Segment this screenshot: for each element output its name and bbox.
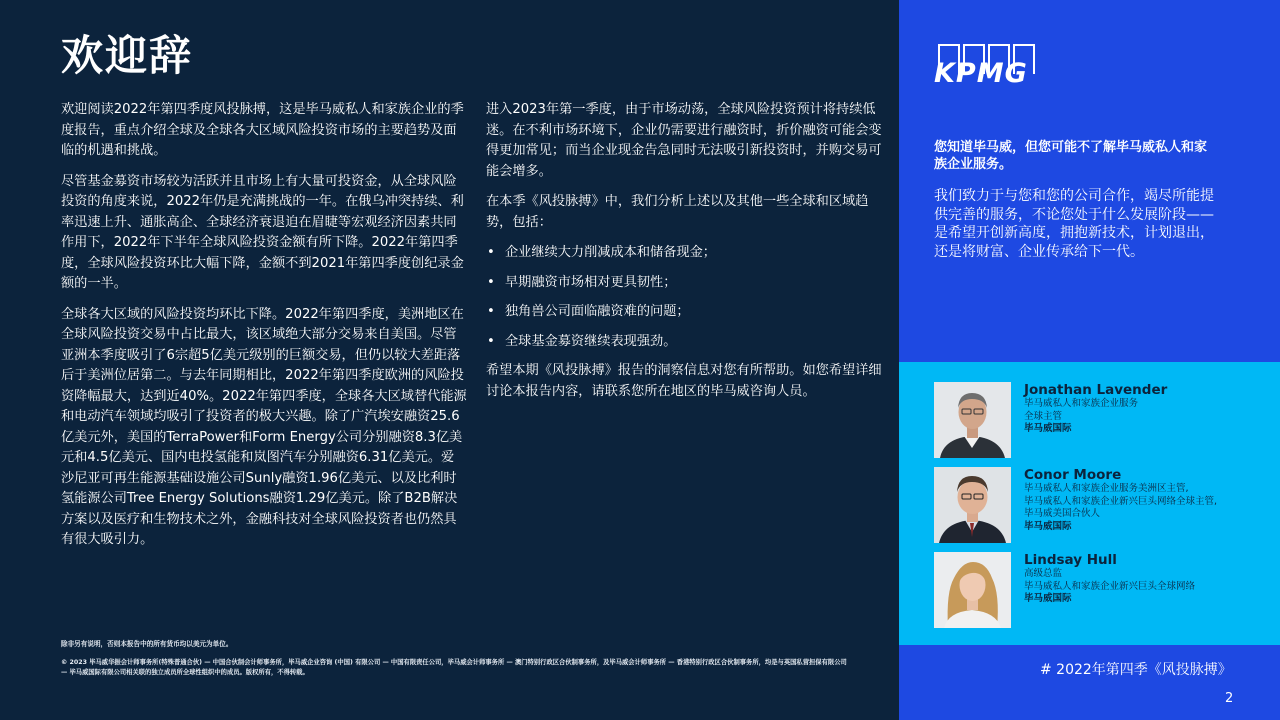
avatar	[934, 382, 1011, 458]
list-item: • 独角兽公司面临融资难的问题；	[486, 302, 890, 323]
contact-name: Jonathan Lavender	[1024, 382, 1168, 398]
legal-notice: © 2023 毕马威华振会计师事务所(特殊普通合伙) — 中国合伙制会计师事务所，毕马威企业咨询 (中国) 有限公司 — 中国有限责任公司，毕马威会计师事务所 — 澳门特别行政区合伙制事务所，及毕马威会计师事务所 — 香港特别行政区合伙制事务所，均是与英国私营担保有限公司 — 毕马威国际有限公司相关联的独立成员所全球性组织中的成员。版权所有，不得转载。	[61, 659, 847, 676]
contact-role: 毕马威私人和家族企业新兴巨头网络全球主管,	[1024, 495, 1218, 507]
outlook-paragraph: 进入2023年第一季度，由于市场动荡，全球风险投资预计将持续低迷。在不利市场环境下，企业仍需要进行融资时，折价融资可能会变得更加常见；而当企业现金告急同时无法吸引新投资时，并购交易可能会增多。	[486, 102, 882, 179]
list-item: • 企业继续大力削减成本和储备现金；	[486, 243, 890, 264]
avatar	[934, 552, 1011, 628]
closing-paragraph: 希望本期《风投脉搏》报告的洞察信息对您有所帮助。如您希望详细讨论本报告内容，请联系您所在地区的毕马威咨询人员。	[486, 363, 882, 399]
contact-role: 高级总监	[1024, 568, 1063, 579]
avatar	[934, 467, 1011, 543]
currency-footnote: 除非另有说明，否则本报告中的所有货币均以美元为单位。	[61, 640, 233, 648]
contact-org: 毕马威国际	[1024, 520, 1072, 532]
contact-name: Conor Moore	[1024, 467, 1122, 483]
left-column	[61, 100, 467, 561]
list-item: • 全球基金募资继续表现强劲。	[486, 332, 890, 353]
kpmg-logo	[934, 44, 1038, 90]
fundraising-paragraph: 尽管基金募资市场较为活跃并且市场上有大量可投资金，从全球风险投资的角度来说，2022年仍是充满挑战的一年。在俄乌冲突持续、利率迅速上升、通胀高企、全球经济衰退迫在眉睫等宏观经济因素共同作用下，2022年下半年全球风险投资金额有所下降。2022年第四季度，全球风险投资环比大幅下降，金额不到2021年第四季度创纪录金额的一半。	[61, 173, 464, 291]
middle-column	[486, 100, 890, 412]
bullet-icon: •	[487, 304, 495, 319]
bullet-icon: •	[487, 333, 495, 349]
sidebar-footer-panel	[899, 645, 1280, 720]
contact-org: 毕马威国际	[1024, 423, 1072, 434]
bullet-icon: •	[487, 245, 495, 260]
contact-role: 毕马威私人和家族企业服务	[1024, 398, 1139, 409]
sidebar-intro-text: 我们致力于与您和您的公司合作，竭尽所能提供完善的服务，不论您处于什么发展阶段——是希望开创新高度，拥抱新技术，计划退出，还是将财富、企业传承给下一代。	[934, 188, 1214, 260]
contact-org: 毕马威国际	[1024, 593, 1072, 604]
trends-intro-paragraph: 在本季《风投脉搏》中，我们分析上述以及其他一些全球和区域趋势，包括：	[486, 194, 869, 230]
sidebar-intro-heading: 您知道毕马威，但您可能不了解毕马威私人和家族企业服务。	[934, 140, 1208, 172]
intro-paragraph: 欢迎阅读2022年第四季度风投脉搏，这是毕马威私人和家族企业的季度报告，重点介绍全球及全球各大区域风险投资市场的主要趋势及面临的机遇和挑战。	[61, 102, 464, 158]
contact-role: 毕马威美国合伙人	[1024, 508, 1101, 519]
trends-list	[486, 243, 890, 352]
contact-role: 毕马威私人和家族企业服务美洲区主管,	[1024, 483, 1189, 494]
contact-role: 毕马威私人和家族企业新兴巨头全球网络	[1024, 580, 1196, 592]
regions-paragraph: 全球各大区域的风险投资均环比下降。2022年第四季度，美洲地区在全球风险投资交易中占比最大，该区域绝大部分交易来自美国。尽管亚洲本季度吸引了6宗超5亿美元级别的巨额交易，但仍以较大差距落后于美洲位居第二。与去年同期相比，2022年第四季度欧洲的风险投资降幅最大，达到近40%。2022年第四季度，全球各大区域替代能源和电动汽车领域均吸引了投资者的极大兴趣。除了广汽埃安融资25.6亿美元外，美国的TerraPower和Form Energy公司分别融资8.3亿美元和4.5亿美元、国内电投氢能和岚图汽车分别融资6.31亿美元。爱沙尼亚可再生能源基础设施公司Sunly融资1.96亿美元、以及比利时氢能源公司Tree Energy Solutions融资1.29亿美元。除了B2B解决方案以及医疗和生物技术之外，金融科技对全球风险投资者也仍然具有很大吸引力。	[61, 306, 467, 547]
page-number: 2	[1225, 691, 1234, 706]
logo-text: KPMG	[934, 58, 1028, 89]
contact-role: 全球主管	[1024, 410, 1063, 422]
contact-name: Lindsay Hull	[1024, 552, 1117, 568]
report-footer-title: # 2022年第四季《风投脉搏》	[1040, 662, 1232, 678]
bullet-icon: •	[487, 274, 495, 290]
list-item: • 早期融资市场相对更具韧性；	[486, 273, 890, 294]
page-title: 欢迎辞	[61, 31, 194, 80]
